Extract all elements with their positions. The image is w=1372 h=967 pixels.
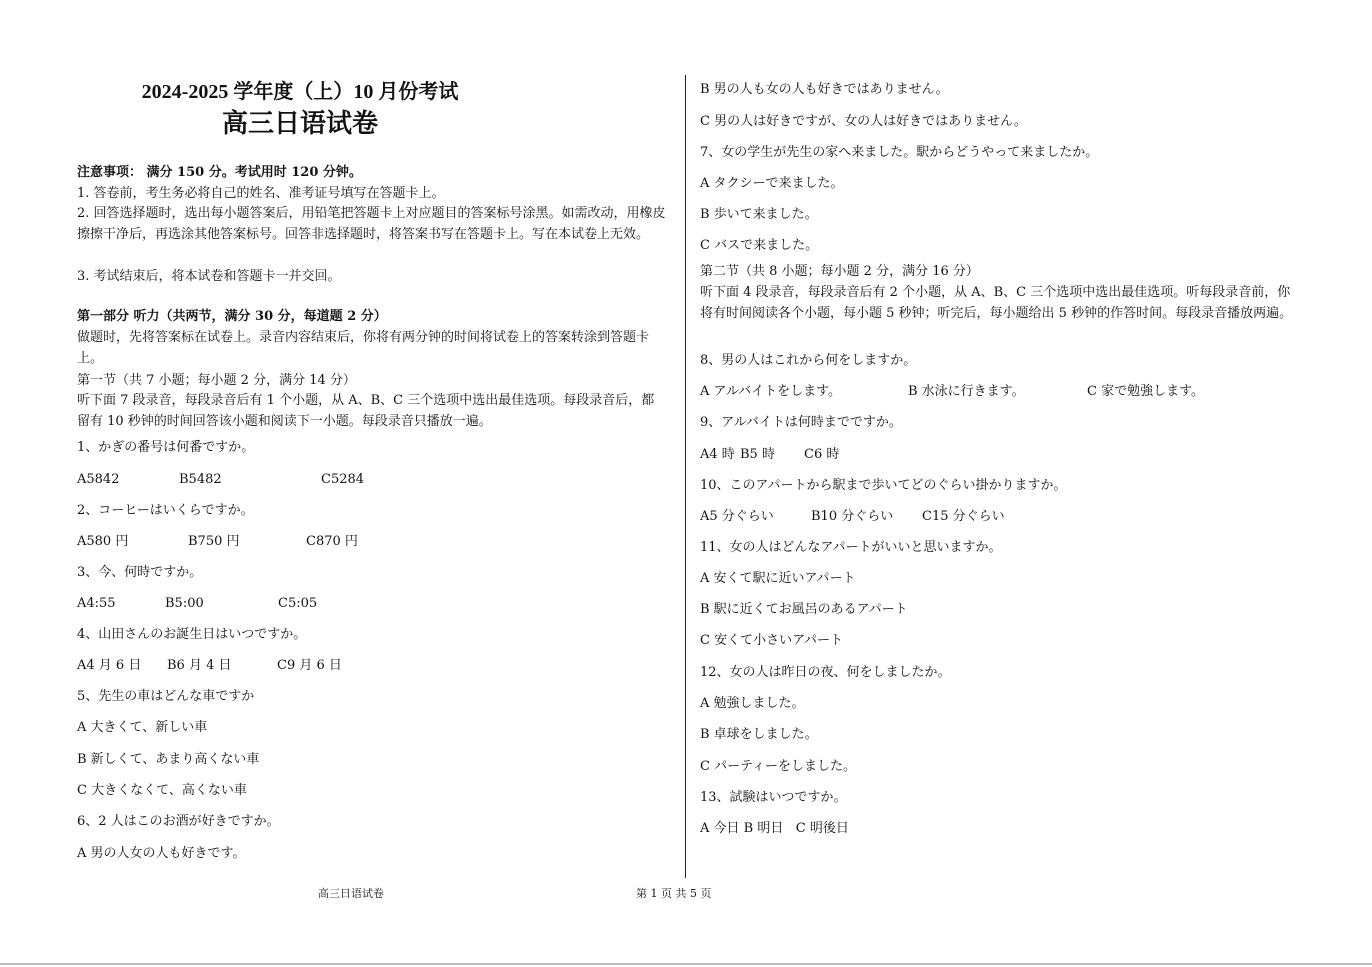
question-text: 1、かぎの番号は何番ですか。 [77,440,255,455]
section1-heading: 第一节（共 7 小题；每小题 2 分，满分 14 分） [77,373,356,388]
question-text: 6、2 人はこのお酒が好きですか。 [77,814,280,829]
option: A 勉強しました。 [700,696,805,711]
option: C6 時 [804,447,840,462]
option: B6 月 4 日 [167,658,232,673]
option: A アルバイトをします。 [700,384,842,399]
option: A5 分ぐらい [700,509,774,524]
option: C 男の人は好きですが、女の人は好きではありません。 [700,114,1027,129]
option: C15 分ぐらい [922,509,1005,524]
section2-heading: 第二节（共 8 小题；每小题 2 分，满分 16 分） [700,264,979,279]
question-text: 13、試験はいつですか。 [700,790,847,805]
option: B5:00 [165,596,204,611]
question-text: 11、女の人はどんなアパートがいいと思いますか。 [700,540,1002,555]
option: C9 月 6 日 [277,658,342,673]
option: A4:55 [77,596,116,611]
option: A 男の人女の人も好きです。 [77,846,246,861]
question-text: 9、アルバイトは何時までですか。 [700,415,902,430]
part1-intro: 做题时，先将答案标在试卷上。录音内容结束后，你将有两分钟的时间将试卷上的答案转涂到答题卡上。 [77,330,650,366]
note-item: 1. 答卷前，考生务必将自己的姓名、准考证号填写在答题卡上。 [77,186,445,201]
page-number: 第 1 页 共 5 页 [636,887,712,900]
question-text: 4、山田さんのお誕生日はいつですか。 [77,627,307,642]
section1-intro: 听下面 7 段录音，每段录音后有 1 个小题，从 A、B、C 三个选项中选出最佳选项。每段录音后，都留有 10 秒钟的时间回答该小题和阅读下一小题。每段录音只播放一遍。 [77,393,655,429]
option: A4 月 6 日 [77,658,142,673]
question-text: 12、女の人は昨日の夜、何をしましたか。 [700,665,951,680]
option: A 大きくて、新しい車 [77,720,208,735]
question-text: 2、コーヒーはいくらですか。 [77,503,254,518]
question-text: 8、男の人はこれから何をしますか。 [700,353,917,368]
question-text: 5、先生の車はどんな車ですか [77,689,255,704]
option: B750 円 [188,534,240,549]
footer-label: 高三日语试卷 [318,887,384,900]
option: A タクシーで来ました。 [700,176,844,191]
option: C 大きくなくて、高くない車 [77,783,247,798]
notes-heading: 注意事项： 满分 150 分。考试用时 120 分钟。 [77,165,362,180]
option: A4 時 [700,447,735,462]
option: B 水泳に行きます。 [908,384,1025,399]
option: B5 時 [740,447,775,462]
option: C 家で勉強します。 [1087,384,1205,399]
option: A 今日 B 明日 C 明後日 [700,821,849,836]
note-item: 2. 回答选择题时，选出每小题答案后，用铅笔把答题卡上对应题目的答案标号涂黑。如需改动，用橡皮擦擦干净后，再选涂其他答案标号。回答非选择题时，将答案书写在答题卡上。写在本试卷上无效。 [77,206,666,242]
option: A 安くて駅に近いアパート [700,571,856,586]
option: C バスで来ました。 [700,238,819,253]
section2-intro: 听下面 4 段录音，每段录音后有 2 个小题，从 A、B、C 三个选项中选出最佳选项。听每段录音前，你将有时间阅读各个小题，每小题 5 秒钟；听完后，每小题给出 5 秒钟的作答时间。每段录音播放两遍。 [700,285,1293,321]
option: A580 円 [77,534,129,549]
part1-heading: 第一部分 听力（共两节，满分 30 分，每道题 2 分） [77,309,387,324]
exam-subtitle: 高三日语试卷 [221,109,378,139]
bottom-rule [0,963,1372,965]
option: A5842 [77,472,120,487]
option: B 卓球をしました。 [700,727,818,742]
column-divider [685,75,686,878]
option: C5:05 [278,596,318,611]
option: B 歩いて来ました。 [700,207,818,222]
option: B 男の人も女の人も好きではありません。 [700,82,949,97]
option: B 新しくて、あまり高くない車 [77,752,260,767]
exam-title: 2024-2025 学年度（上）10 月份考试 [141,81,459,103]
question-text: 10、このアパートから駅まで歩いてどのぐらい掛かりますか。 [700,478,1067,493]
note-item: 3. 考试结束后，将本试卷和答题卡一并交回。 [77,269,341,284]
question-text: 7、女の学生が先生の家へ来ました。駅からどうやって来ましたか。 [700,145,1099,160]
option: C 安くて小さいアパート [700,633,844,648]
option: C パーティーをしました。 [700,759,857,774]
option: C870 円 [306,534,358,549]
option: B 駅に近くてお風呂のあるアパート [700,602,908,617]
question-text: 3、今、何時ですか。 [77,565,203,580]
option: B5482 [179,472,222,487]
option: C5284 [321,472,365,487]
option: B10 分ぐらい [811,509,894,524]
